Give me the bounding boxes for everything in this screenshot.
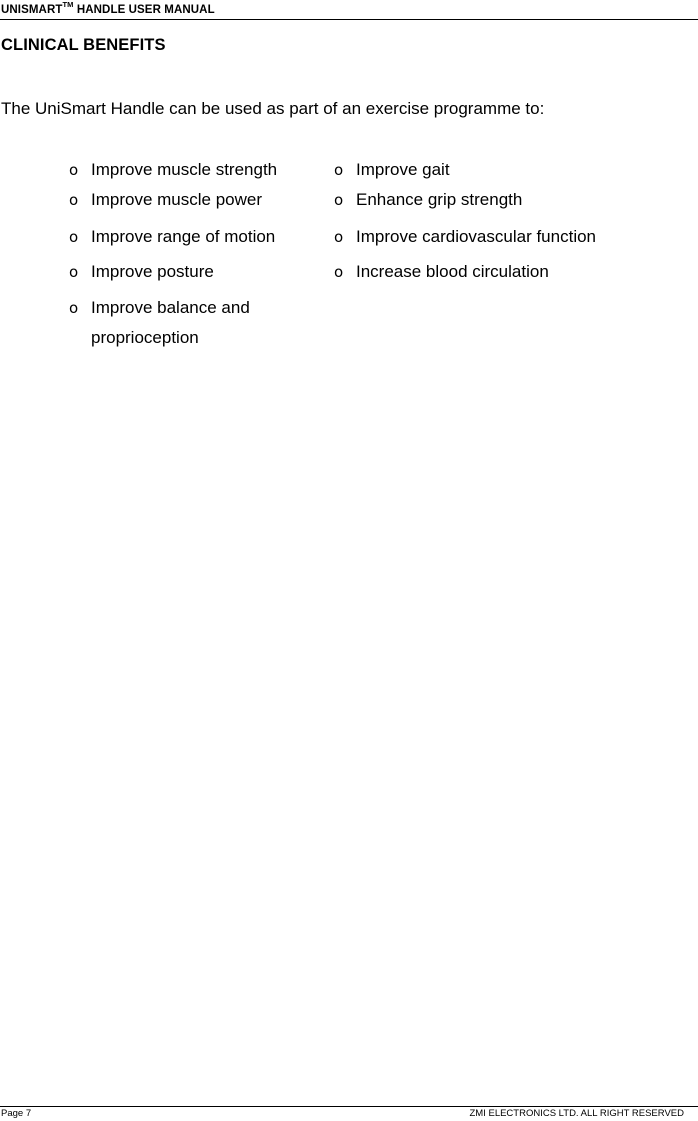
page-footer: [0, 1106, 698, 1121]
bullet-icon: o: [334, 228, 344, 246]
bullet-icon: o: [334, 263, 344, 281]
benefit-text: Improve balance and proprioception: [91, 298, 250, 347]
section-heading: CLINICAL BENEFITS: [1, 36, 166, 54]
benefit-text: Improve range of motion: [91, 227, 276, 246]
benefit-text: Improve cardiovascular function: [356, 227, 597, 246]
benefit-text: Improve posture: [91, 262, 214, 281]
benefit-text: Enhance grip strength: [356, 190, 523, 209]
intro-paragraph: The UniSmart Handle can be used as part of an exercise programme to:: [1, 99, 545, 118]
manual-title-prefix: UNISMART: [1, 3, 63, 16]
trademark-superscript: TM: [62, 0, 74, 9]
copyright-notice: ZMI ELECTRONICS LTD. ALL RIGHT RESERVED: [469, 1108, 684, 1119]
bullet-icon: o: [69, 161, 79, 179]
bullet-icon: o: [334, 161, 344, 179]
manual-title-suffix: HANDLE USER MANUAL: [73, 3, 215, 16]
bullet-icon: o: [69, 191, 79, 209]
benefit-text: Improve muscle power: [91, 190, 263, 209]
page-number: Page 7: [1, 1108, 32, 1119]
page-header: [0, 0, 698, 20]
bullet-icon: o: [69, 299, 79, 317]
manual-title: [1, 1, 215, 16]
benefit-text: Improve muscle strength: [91, 160, 278, 179]
benefit-text: Increase blood circulation: [356, 262, 549, 281]
bullet-icon: o: [69, 263, 79, 281]
benefit-text: Improve gait: [356, 160, 450, 179]
bullet-icon: o: [334, 191, 344, 209]
bullet-icon: o: [69, 228, 79, 246]
